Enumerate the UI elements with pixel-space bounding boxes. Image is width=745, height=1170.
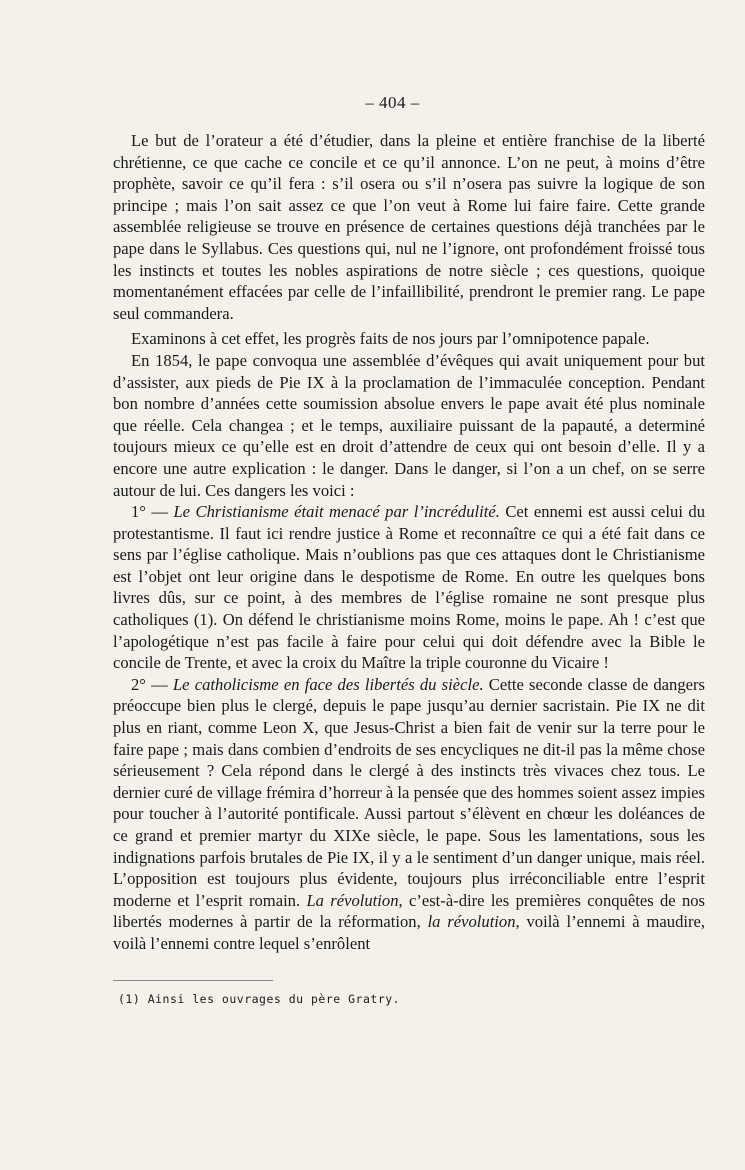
- item-text: , c’est-à-dire les premières conquêtes de nos libertés modernes à partir de la réformation,: [113, 890, 705, 932]
- paragraph: En 1854, le pape convoqua une assemblée d’évêques qui avait uniquement pour but d’assister, aux pieds de Pie IX à la proclamation de l’immaculée conception. Pendant bon nombre d’années cette soumission absolue envers le pape avait été plus nominale que réelle. Cela changea ; et le temps, auxiliaire puissant de la papauté, a determiné toujours mieux ce qu’elle est en droit d’attendre de ceux qui ont besoin d’elle. Il y a encore une autre explication : le danger. Dans le danger, si l’on a un chef, on se serre autour de lui. Ces dangers les voici :: [113, 350, 705, 500]
- paragraph: Le but de l’orateur a été d’étudier, dans la pleine et entière franchise de la liberté chrétienne, ce que cache ce concile et ce qu’il annonce. L’on ne peut, à moins d’être prophète, savoir ce qu’il fera : s’il osera ou s’il n’osera pas suivre la logique de son principe ; mais l’on sait assez ce que l’on veut à Rome lui faire faire. Cette grande assemblée religieuse se trouve en présence de certaines questions déjà tranchées par le pape dans le Syllabus. Ces questions qui, nul ne l’ignore, ont profondément froissé tous les instincts et toutes les nobles aspirations de notre siècle ; ces questions, quoique momentanément effacées par celle de l’infaillibilité, prendront le premier rang. Le pape seul commandera.: [113, 131, 705, 323]
- italic-term: la révolution: [427, 912, 516, 932]
- item-number: 1° —: [131, 502, 174, 522]
- item-text: , voilà l’ennemi à maudire, voilà l’ennemi contre lequel s’enrôlent: [113, 912, 706, 953]
- page-number: – 404 –: [365, 93, 420, 112]
- item-text: Cet ennemi est aussi celui du protestantisme. Il faut ici rendre justice à Rome et reconnaître ce qui a été fait dans ce sens par l’église catholique. Mais n’oublions pas que ces attaques dont le Christianisme est l’objet ont leur origine dans le despotisme de Rome. En outre les quelques bons livres dûs, sur ce point, à des membres de l’église romaine ne sont presque plus catholiques (1). On défend le christianisme moins Rome, moins le pape. Ah ! c’est que l’apologétique n’est pas facile à faire pour celui qui doit défendre avec la Bible le concile de Trente, et avec la croix du Maître la triple couronne du Vicaire !: [113, 502, 705, 673]
- item-number: 2° —: [131, 674, 173, 694]
- italic-term: La révolution: [306, 890, 399, 910]
- paragraph: Examinons à cet effet, les progrès faits de nos jours par l’omnipotence papale.: [131, 329, 650, 349]
- item-text: Cette seconde classe de dangers préoccupe bien plus le clergé, depuis le pape jusqu’au dernier sacristain. Pie IX ne dit plus en riant, comme Leon X, que Jesus-Christ a bien fait de venir sur la terre pour le faire pape ; mais dans combien d’endroits de ses encycliques ne dit-il pas la même chose sérieusement ? Cela répond dans le clergé à des instincts très vivaces chez tous. Le dernier curé de village frémira d’horreur à la pensée que des hommes soient assez impies pour toucher à l’autorité pontificale. Aussi partout s’élèvent en chœur les doléances de ce grand et premier martyr du XIXe siècle, le pape. Sous les lamentations, sous les indignations parfois brutales de Pie IX, il y a le sentiment d’un danger unique, mais réel. L’opposition est toujours plus évidente, toujours plus irréconciliable entre l’esprit moderne et l’esprit romain.: [113, 674, 705, 910]
- item-heading: Le Christianisme était menacé par l’incrédulité.: [173, 502, 500, 522]
- list-item-1: [113, 501, 705, 674]
- item-heading: Le catholicisme en face des libertés du siècle.: [172, 674, 484, 694]
- footnote: (1) Ainsi les ouvrages du père Gratry.: [118, 992, 401, 1006]
- footnote-divider: [113, 980, 273, 981]
- main-text: [113, 130, 705, 955]
- list-item-2: [113, 674, 705, 955]
